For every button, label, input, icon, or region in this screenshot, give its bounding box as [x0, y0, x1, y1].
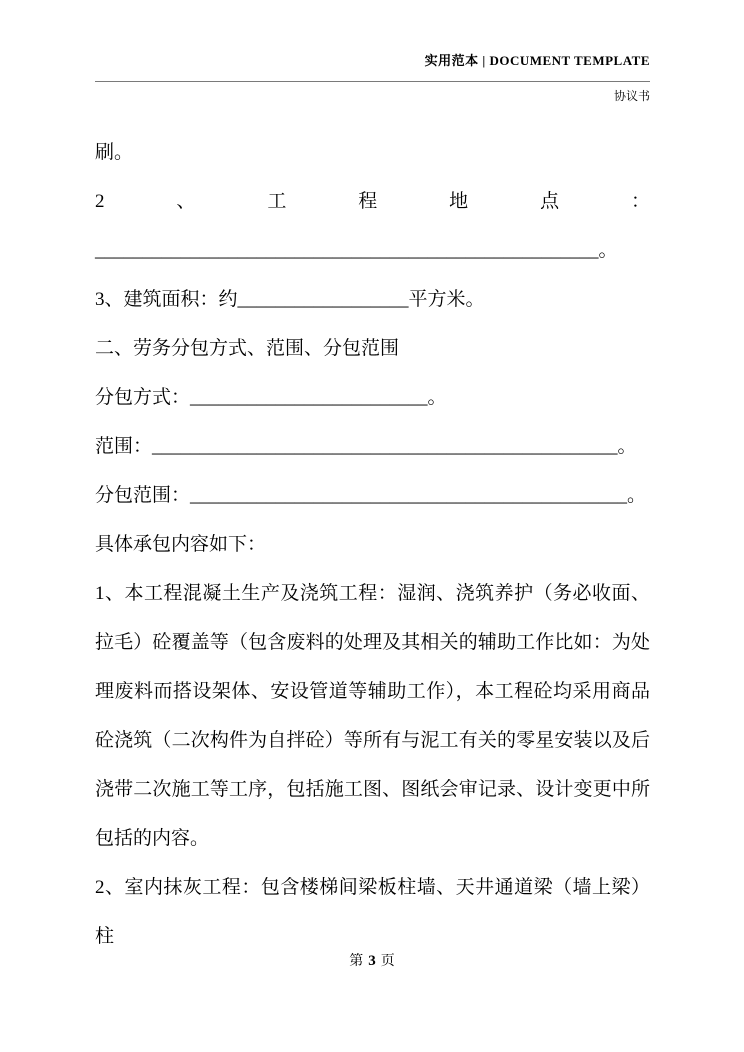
clause-2-project-location: 2、工程地点： — [95, 191, 650, 212]
clause-2-blank-underline: _____________________________________________________。 — [95, 240, 618, 261]
page-label-suffix: 页 — [380, 954, 395, 969]
item-1-concrete-works: 1、本工程混凝土生产及浇筑工程：湿润、浇筑养护（务必收面、拉毛）砼覆盖等（包含废料的处理及其相关的辅助工作比如：为处理废料而搭设架体、安设管道等辅助工作），本工程砼均采用商品砼浇筑（二次构件为自拌砼）等所有与泥工有关的零星安装以及后浇带二次施工等工序，包括施工图、图纸会审记录、设计变更中所包括的内容。 — [95, 583, 650, 849]
contract-content-intro: 具体承包内容如下： — [95, 534, 267, 555]
clause-3-building-area: 3、建筑面积：约__________________平方米。 — [95, 289, 485, 310]
overflow-text: 刷。 — [95, 142, 134, 163]
item-2-plastering-works: 2、室内抹灰工程：包含楼梯间梁板柱墙、天井通道梁（墙上梁）柱 — [95, 877, 650, 947]
scope-line: 范围：_________________________________________________。 — [95, 436, 637, 457]
page-header — [95, 0, 650, 104]
header-divider — [95, 81, 650, 82]
page-number: 3 — [368, 953, 376, 969]
header-brand: 实用范本 | DOCUMENT TEMPLATE — [424, 53, 650, 68]
subcontract-scope-line: 分包范围：______________________________________________。 — [95, 485, 647, 506]
header-doc-type: 协议书 — [613, 89, 650, 103]
page-label-prefix: 第 — [349, 954, 364, 969]
document-body — [95, 128, 650, 961]
page-footer — [0, 950, 744, 970]
section-2-heading: 二、劳务分包方式、范围、分包范围 — [95, 338, 400, 359]
subcontract-method-line: 分包方式：_________________________。 — [95, 387, 447, 408]
